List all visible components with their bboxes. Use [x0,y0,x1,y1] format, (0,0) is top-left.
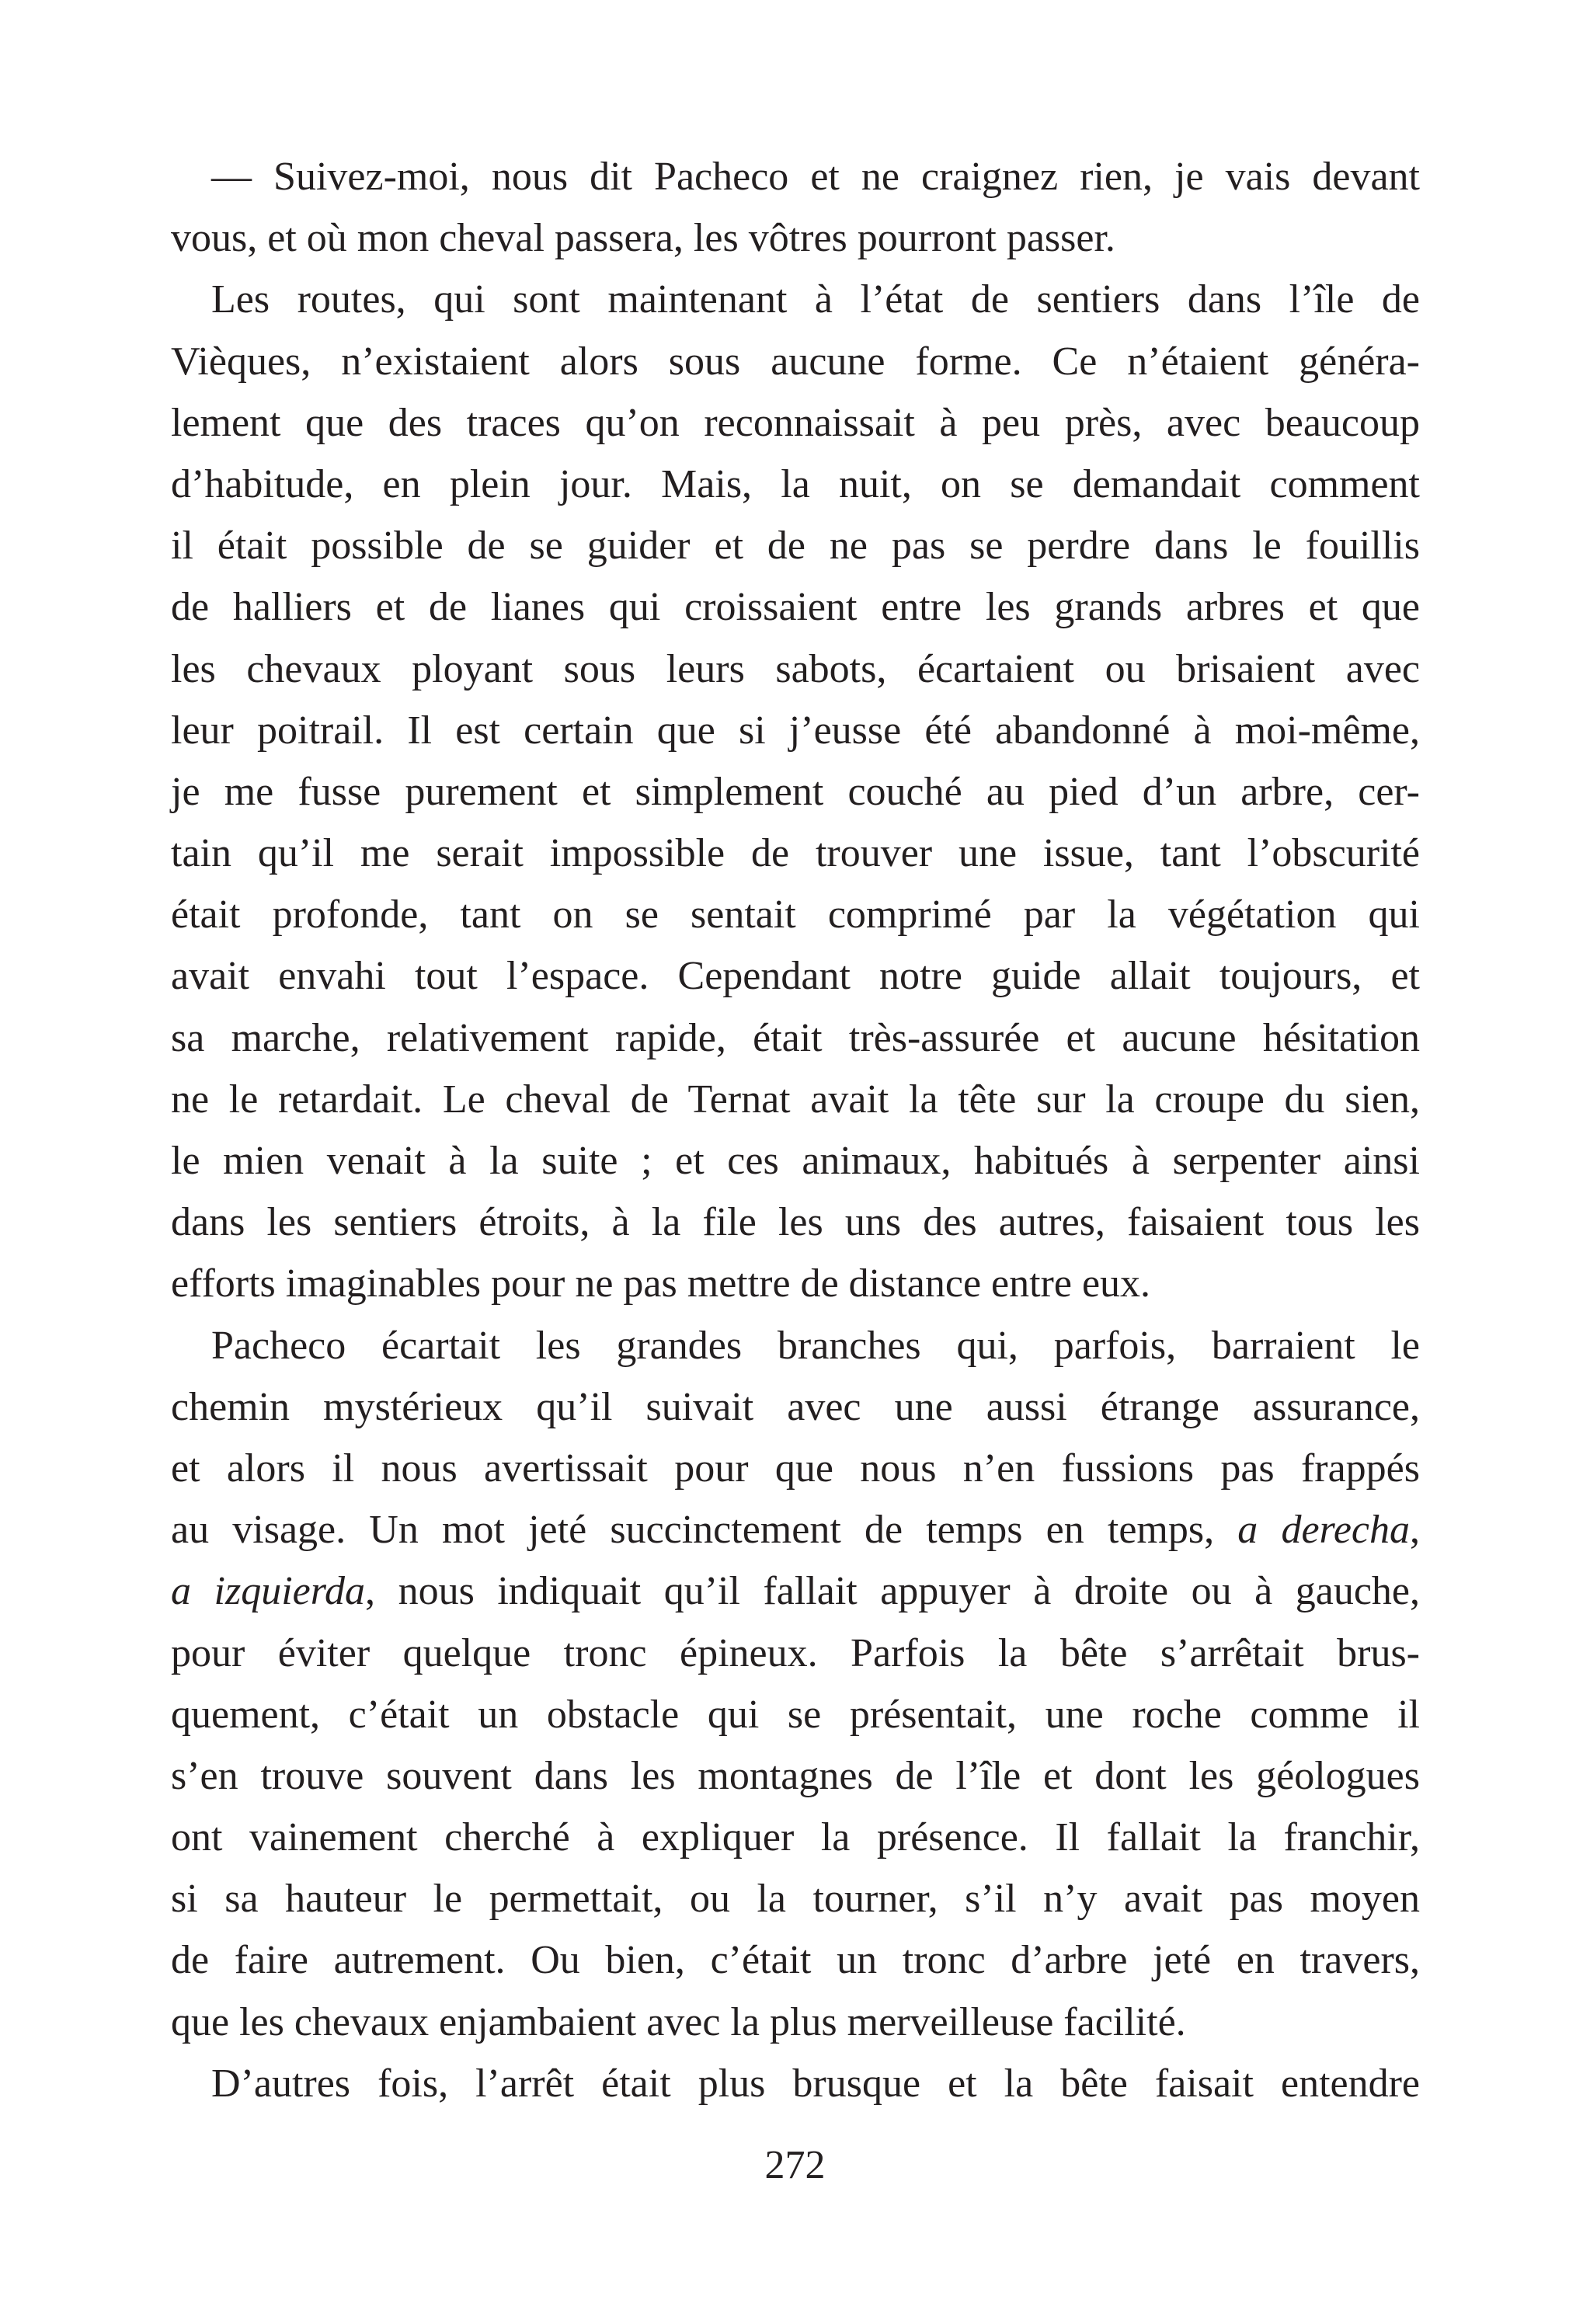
text-line [171,700,1420,761]
text-line [171,945,1420,1007]
text-line [171,1745,1420,1807]
text-segment: Pacheco écartait les grandes branches qui, parfois, barraient le [211,1323,1420,1368]
text-segment: et alors il nous avertissait pour que nous n’en fussions pas frappés [171,1446,1420,1491]
text-line [171,1992,1420,2053]
book-page-body [171,146,1420,2114]
text-line [171,1499,1420,1560]
page-number: 272 [764,2143,826,2187]
text-segment: le mien venait à la suite ; et ces animaux, habitués à serpenter ainsi [171,1139,1420,1183]
text-segment: Les routes, qui sont maintenant à l’état de sentiers dans l’île de [211,277,1420,322]
text-line [171,2053,1420,2114]
text-segment: D’autres fois, l’arrêt était plus brusque et la bête faisait entendre [211,2061,1420,2106]
text-segment: de halliers et de lianes qui croissaient entre les grands arbres et que [171,585,1420,630]
text-segment: — Suivez-moi, nous dit Pacheco et ne craignez rien, je vais devant [211,155,1420,199]
text-segment: lement que des traces qu’on reconnaissait à peu près, avec beaucoup [171,400,1420,445]
text-segment: Vièques, n’existaient alors sous aucune forme. Ce n’étaient généra- [171,339,1420,384]
text-line [171,1623,1420,1684]
text-segment: au visage. Un mot jeté succinctement de temps en temps, [171,1508,1238,1553]
text-line [171,1315,1420,1376]
text-segment: avait envahi tout l’espace. Cependant notre guide allait toujours, et [171,954,1420,999]
text-segment: les chevaux ployant sous leurs sabots, écartaient ou brisaient avec [171,646,1420,691]
italic-phrase: a izquierda [171,1569,366,1614]
text-segment: je me fusse purement et simplement couché au pied d’un arbre, cer- [171,769,1420,814]
text-segment: s’en trouve souvent dans les montagnes de l’île et dont les géologues [171,1753,1420,1798]
italic-phrase: a derecha [1237,1508,1411,1553]
text-segment: , [1410,1508,1421,1553]
text-line [171,1807,1420,1868]
text-line [171,331,1420,392]
text-line [171,761,1420,823]
text-segment: , nous indiquait qu’il fallait appuyer à droite ou à gauche, [365,1569,1420,1614]
text-segment: dans les sentiers étroits, à la file les uns des autres, faisaient tous les [171,1200,1420,1245]
text-line [171,392,1420,454]
text-segment: sa marche, relativement rapide, était très-assurée et aucune hésitation [171,1015,1420,1060]
text-segment: ont vainement cherché à expliquer la présence. Il fallait la franchir, [171,1815,1420,1860]
text-line [171,1069,1420,1130]
text-line [171,1007,1420,1069]
text-line [171,1376,1420,1438]
text-line [171,1438,1420,1499]
text-line [171,515,1420,576]
text-segment: quement, c’était un obstacle qui se présentait, une roche comme il [171,1692,1420,1737]
text-line [171,207,1420,269]
text-segment: tain qu’il me serait impossible de trouver une issue, tant l’obscurité [171,831,1420,876]
text-segment: pour éviter quelque tronc épineux. Parfois la bête s’arrêtait brus- [171,1630,1420,1675]
text-line [171,1192,1420,1253]
text-segment: de faire autrement. Ou bien, c’était un tronc d’arbre jeté en travers, [171,1938,1420,1983]
text-segment: il était possible de se guider et de ne pas se perdre dans le fouillis [171,524,1420,569]
text-line [171,1684,1420,1745]
text-line [171,1560,1420,1622]
text-segment: était profonde, tant on se sentait comprimé par la végétation qui [171,892,1420,938]
text-segment: efforts imaginables pour ne pas mettre de distance entre eux. [171,1261,1151,1306]
text-segment: vous, et où mon cheval passera, les vôtres pourront passer. [171,216,1115,261]
text-line [171,269,1420,330]
text-segment: si sa hauteur le permettait, ou la tourner, s’il n’y avait pas moyen [171,1877,1420,1922]
text-segment: ne le retardait. Le cheval de Ternat avait la tête sur la croupe du sien, [171,1077,1420,1122]
text-segment: que les chevaux enjambaient avec la plus merveilleuse facilité. [171,1999,1186,2044]
text-line [171,638,1420,700]
text-segment: chemin mystérieux qu’il suivait avec une aussi étrange assurance, [171,1384,1420,1429]
text-line [171,146,1420,207]
text-line [171,884,1420,945]
text-segment: leur poitrail. Il est certain que si j’eusse été abandonné à moi-même, [171,708,1420,753]
text-line [171,1929,1420,1991]
text-line [171,454,1420,515]
text-line [171,1253,1420,1314]
text-line [171,1868,1420,1929]
text-line [171,1130,1420,1192]
text-line [171,823,1420,884]
text-segment: d’habitude, en plein jour. Mais, la nuit, on se demandait comment [171,461,1420,506]
text-line [171,576,1420,638]
